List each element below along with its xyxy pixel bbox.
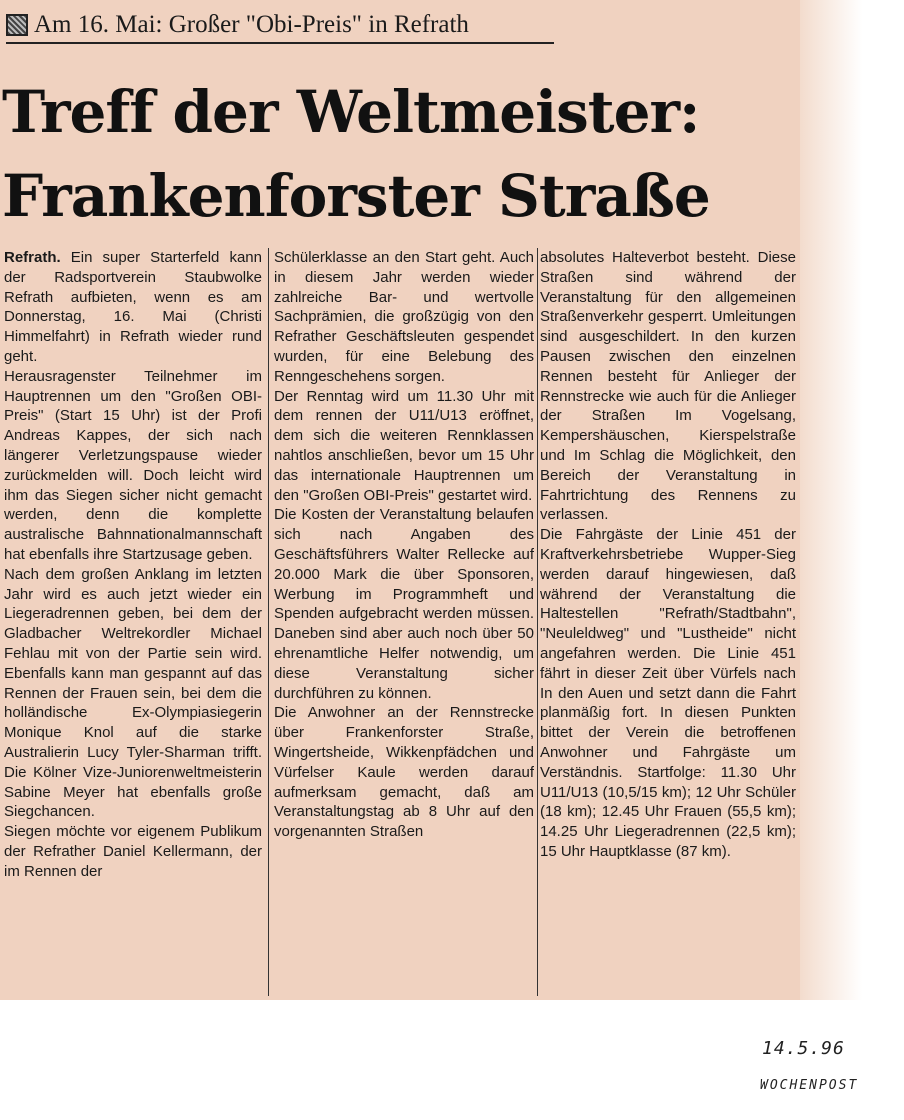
column-divider — [537, 248, 538, 996]
kicker-box-icon — [6, 14, 28, 36]
paragraph: absolutes Halteverbot besteht. Diese Straßen sind während der Veranstaltung für den allgemeinen Straßenverkehr gesperrt. Umleitungen sind ausgeschildert. In den kurzen Pausen zwischen den einzelnen Rennen besteht für Anlieger der Rennstrecke wie auch für die Anlieger der Straßen Im Vogelsang, Kempershäuschen, Kierspelstraße und Im Schlag die Möglichkeit, den Bereich der Veranstaltung in Fahrtrichtung des Rennens zu verlassen. — [540, 249, 796, 524]
article-body — [4, 248, 794, 996]
paragraph: Die Kosten der Veranstaltung belaufen sich nach Angaben des Geschäftsführers Walter Rellecke auf 20.000 Mark die über Sponsoren, Werbung im Programmheft und Spenden aufgebracht werden müssen. Daneben sind aber auch noch über 50 ehrenamtliche Helfer notwendig, um diese Veranstaltung sicher durchführen zu können. — [274, 506, 534, 702]
headline-line-1: Treff der Weltmeister: — [2, 78, 700, 146]
article-column-1 — [4, 248, 262, 996]
kicker-line — [6, 8, 554, 44]
headline — [2, 70, 792, 238]
paragraph: Die Fahrgäste der Linie 451 der Kraftverkehrsbetriebe Wupper-Sieg werden darauf hingewiesen, daß während der Veranstaltung die Haltestellen "Refrath/Stadtbahn", "Neuleldweg" und "Lustheide" nicht angefahren werden. Die Linie 451 fährt in dieser Zeit über Vürfels nach In den Auen und setzt dann die Fahrt planmäßig fort. In diesen Punkten bittet der Verein die betroffenen Anwohner und Fahrgäste um Verständnis. Startfolge: 11.30 Uhr U11/U13 (10,5/15 km); 12 Uhr Schüler (18 km); 12.45 Uhr Frauen (55,5 km); 14.25 Uhr Liegeradrennen (22,5 km); 15 Uhr Hauptklasse (87 km). — [540, 526, 796, 860]
kicker-text: Am 16. Mai: Großer "Obi-Preis" in Refrath — [34, 11, 469, 38]
paragraph: Siegen möchte vor eigenem Publikum der Refrather Daniel Kellermann, der im Rennen der — [4, 823, 262, 880]
paragraph: Der Renntag wird um 11.30 Uhr mit dem rennen der U11/U13 eröffnet, dem sich die weiteren Rennklassen nahtlos anschließen, bevor um 15 Uhr das internationale Hauptrennen um den "Großen OBI-Preis" gestartet wird. — [274, 387, 534, 504]
paragraph: Die Anwohner an der Rennstrecke über Frankenforster Straße, Wingertsheide, Wikkenpfädchen und Vürfelser Kaule werden darauf aufmerksam gemacht, daß am Veranstaltungstag ab 8 Uhr auf den vorgenannten Straßen — [274, 704, 534, 841]
clipping-edge — [800, 0, 904, 1000]
article-column-2 — [274, 248, 534, 996]
handwritten-source: WOCHENPOST — [760, 1078, 859, 1093]
column-divider — [268, 248, 269, 996]
paragraph: Herausragenster Teilnehmer im Hauptrennen um den "Großen OBI-Preis" (Start 15 Uhr) ist der Profi Andreas Kappes, der sich nach längerer Verletzungspause wieder zurückmelden will. Doch leicht wird ihm das Siegen sicher nicht gemacht werden, denn die komplette australische Bahnnationalmannschaft hat ebenfalls ihre Startzusage geben. — [4, 367, 262, 563]
dateline: Refrath. — [4, 249, 61, 266]
handwritten-date: 14.5.96 — [762, 1038, 845, 1059]
paragraph: Nach dem großen Anklang im letzten Jahr wird es auch jetzt wieder ein Liegeradrennen geben, bei dem der Gladbacher Weltrekordler Michael Fehlau mit von der Partie sein wird. Ebenfalls kann man gespannt auf das Rennen der Frauen sein, bei dem die holländische Ex-Olympiasiegerin Monique Knol auf die starke Australierin Lucy Tyler-Sharman trifft. Die Kölner Vize-Juniorenweltmeisterin Sabine Meyer hat ebenfalls große Siegchancen. — [4, 565, 262, 821]
paragraph: Schülerklasse an den Start geht. Auch in diesem Jahr werden wieder zahlreiche Bar- und wertvolle Sachprämien, die großzügig von den Refrather Geschäftsleuten gespendet wurden, für eine Belebung des Renngeschehens sorgen. — [274, 249, 534, 385]
headline-line-2: Frankenforster Straße — [2, 162, 710, 230]
article-column-3 — [540, 248, 796, 996]
paragraph: Refrath. Ein super Starterfeld kann der Radsportverein Staubwolke Refrath aufbieten, wenn es am Donnerstag, 16. Mai (Christi Himmelfahrt) in Refrath wieder rund geht. — [4, 249, 262, 365]
